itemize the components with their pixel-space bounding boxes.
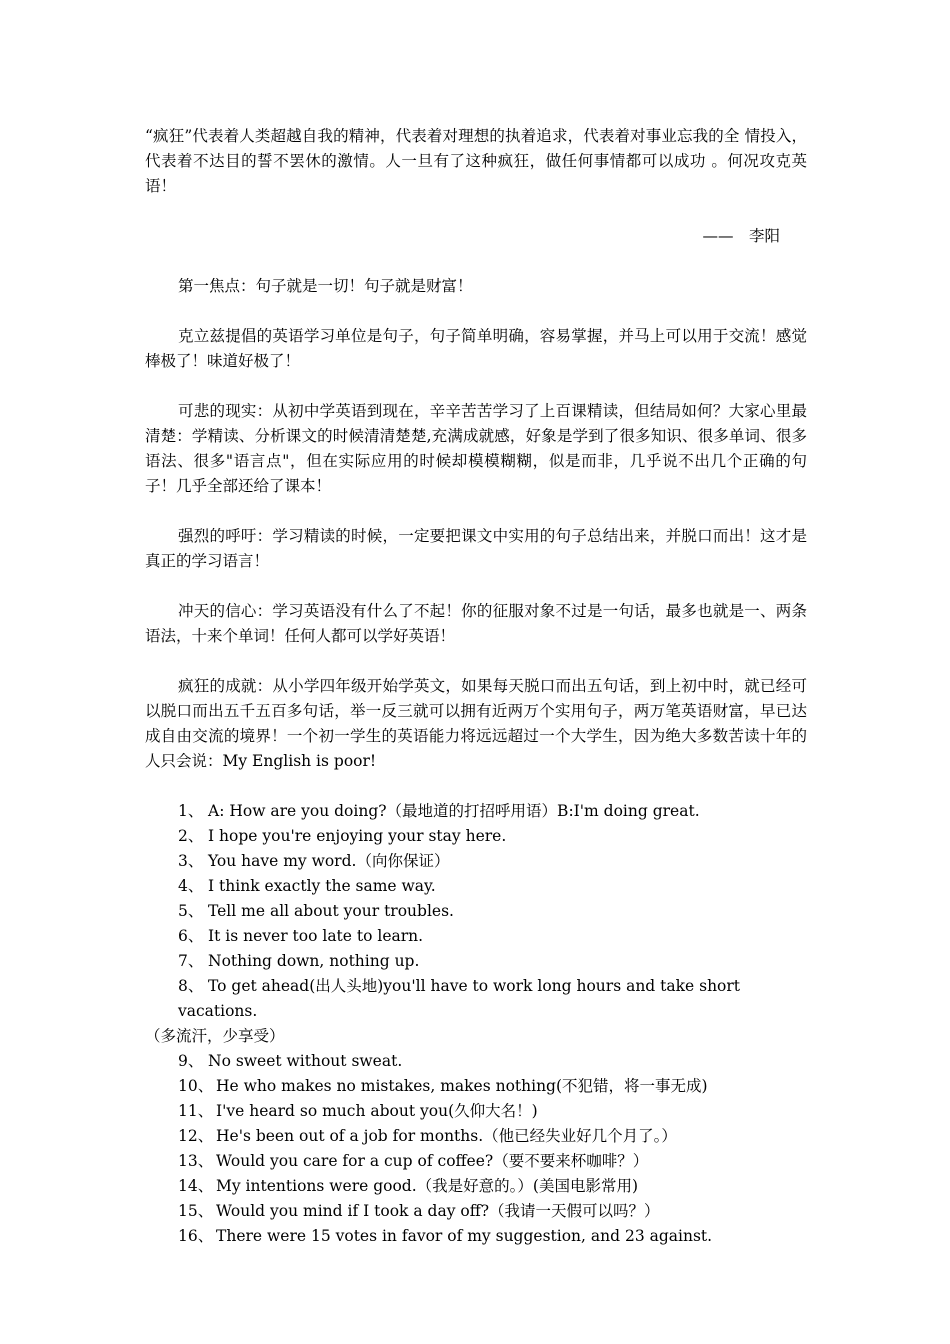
item-number: 8、 xyxy=(178,977,204,995)
list-item xyxy=(178,849,807,874)
list-item xyxy=(178,1049,807,1074)
sentence-list xyxy=(145,799,807,1249)
item-text: No sweet without sweat. xyxy=(208,1052,403,1070)
list-item xyxy=(178,799,807,824)
list-item xyxy=(178,874,807,899)
paragraph-achievement: 疯狂的成就：从小学四年级开始学英文，如果每天脱口而出五句话，到上初中时，就已经可以脱口而出五千五百多句话，举一反三就可以拥有近两万个实用句子，两万笔英语财富，早已达成自由交流的境界！一个初一学生的英语能力将远远超过一个大学生，因为绝大多数苦读十年的人只会说：My English is poor! xyxy=(145,677,807,770)
item-number: 1、 xyxy=(178,802,204,820)
item-text: He's been out of a job for months.（他已经失业好几个月了。） xyxy=(216,1127,677,1145)
list-item xyxy=(178,1099,807,1124)
list-item xyxy=(178,949,807,974)
item-number: 2、 xyxy=(178,827,204,845)
item-number: 10、 xyxy=(178,1077,214,1095)
item-text: He who makes no mistakes, makes nothing(不犯错，将一事无成) xyxy=(216,1077,708,1095)
item-number: 3、 xyxy=(178,852,204,870)
item-number: 9、 xyxy=(178,1052,204,1070)
list-item xyxy=(178,1199,807,1224)
list-item xyxy=(178,1149,807,1174)
item-number: 11、 xyxy=(178,1102,214,1120)
paragraph-appeal: 强烈的呼吁：学习精读的时候，一定要把课文中实用的句子总结出来，并脱口而出！这才是真正的学习语言！ xyxy=(145,527,807,570)
list-item xyxy=(178,824,807,849)
list-item xyxy=(145,974,807,1049)
item-text: There were 15 votes in favor of my suggestion, and 23 against. xyxy=(216,1227,713,1245)
item-number: 15、 xyxy=(178,1202,214,1220)
item-text: I think exactly the same way. xyxy=(208,877,436,895)
item-number: 14、 xyxy=(178,1177,214,1195)
item-text: Would you care for a cup of coffee?（要不要来杯咖啡？） xyxy=(216,1152,649,1170)
item-number: 16、 xyxy=(178,1227,214,1245)
list-item xyxy=(178,1174,807,1199)
item-text: My intentions were good.（我是好意的。）(美国电影常用) xyxy=(216,1177,638,1195)
item-text: I hope you're enjoying your stay here. xyxy=(208,827,507,845)
item-text: Would you mind if I took a day off?（我请一天假可以吗？） xyxy=(216,1202,660,1220)
paragraph-reality: 可悲的现实：从初中学英语到现在，辛辛苦苦学习了上百课精读，但结局如何？大家心里最清楚：学精读、分析课文的时候清清楚楚,充满成就感，好象是学到了很多知识、很多单词、很多语法、很多"语言点"，但在实际应用的时候却模模糊糊，似是而非，几乎说不出几个正确的句子！几乎全部还给了课本！ xyxy=(145,402,807,495)
item-number: 7、 xyxy=(178,952,204,970)
item-number: 4、 xyxy=(178,877,204,895)
list-item xyxy=(178,924,807,949)
item-text: Nothing down, nothing up. xyxy=(208,952,420,970)
item-text: It is never too late to learn. xyxy=(208,927,424,945)
focus-title: 第一焦点：句子就是一切！句子就是财富！ xyxy=(178,277,473,295)
paragraph-confidence: 冲天的信心：学习英语没有什么了不起！你的征服对象不过是一句话，最多也就是一、两条语法，十来个单词！任何人都可以学好英语！ xyxy=(145,602,807,645)
item-text: You have my word.（向你保证） xyxy=(208,852,450,870)
author-signature: —— 李阳 xyxy=(702,227,780,245)
item-text: Tell me all about your troubles. xyxy=(208,902,454,920)
item-number: 5、 xyxy=(178,902,204,920)
item-text: I've heard so much about you(久仰大名！) xyxy=(216,1102,538,1120)
item-text: To get ahead(出人头地)you'll have to work long hours and take short vacations. xyxy=(178,977,741,1020)
list-item xyxy=(178,1224,807,1249)
list-item xyxy=(178,1074,807,1099)
list-item xyxy=(178,899,807,924)
item-number: 12、 xyxy=(178,1127,214,1145)
list-item xyxy=(178,1124,807,1149)
item-number: 13、 xyxy=(178,1152,214,1170)
item-text: A: How are you doing?（最地道的打招呼用语）B:I'm doing great. xyxy=(208,802,700,820)
item-number: 6、 xyxy=(178,927,204,945)
item-continuation: （多流汗，少享受） xyxy=(145,1027,285,1045)
paragraph-method: 克立兹提倡的英语学习单位是句子，句子简单明确，容易掌握，并马上可以用于交流！感觉棒极了！味道好极了！ xyxy=(145,327,807,370)
document-body xyxy=(145,124,807,1249)
intro-paragraph: “疯狂”代表着人类超越自我的精神，代表着对理想的执着追求，代表着对事业忘我的全 情投入，代表着不达目的誓不罢休的激情。人一旦有了这种疯狂，做任何事情都可以成功 。何况攻克英语！ xyxy=(145,127,807,195)
